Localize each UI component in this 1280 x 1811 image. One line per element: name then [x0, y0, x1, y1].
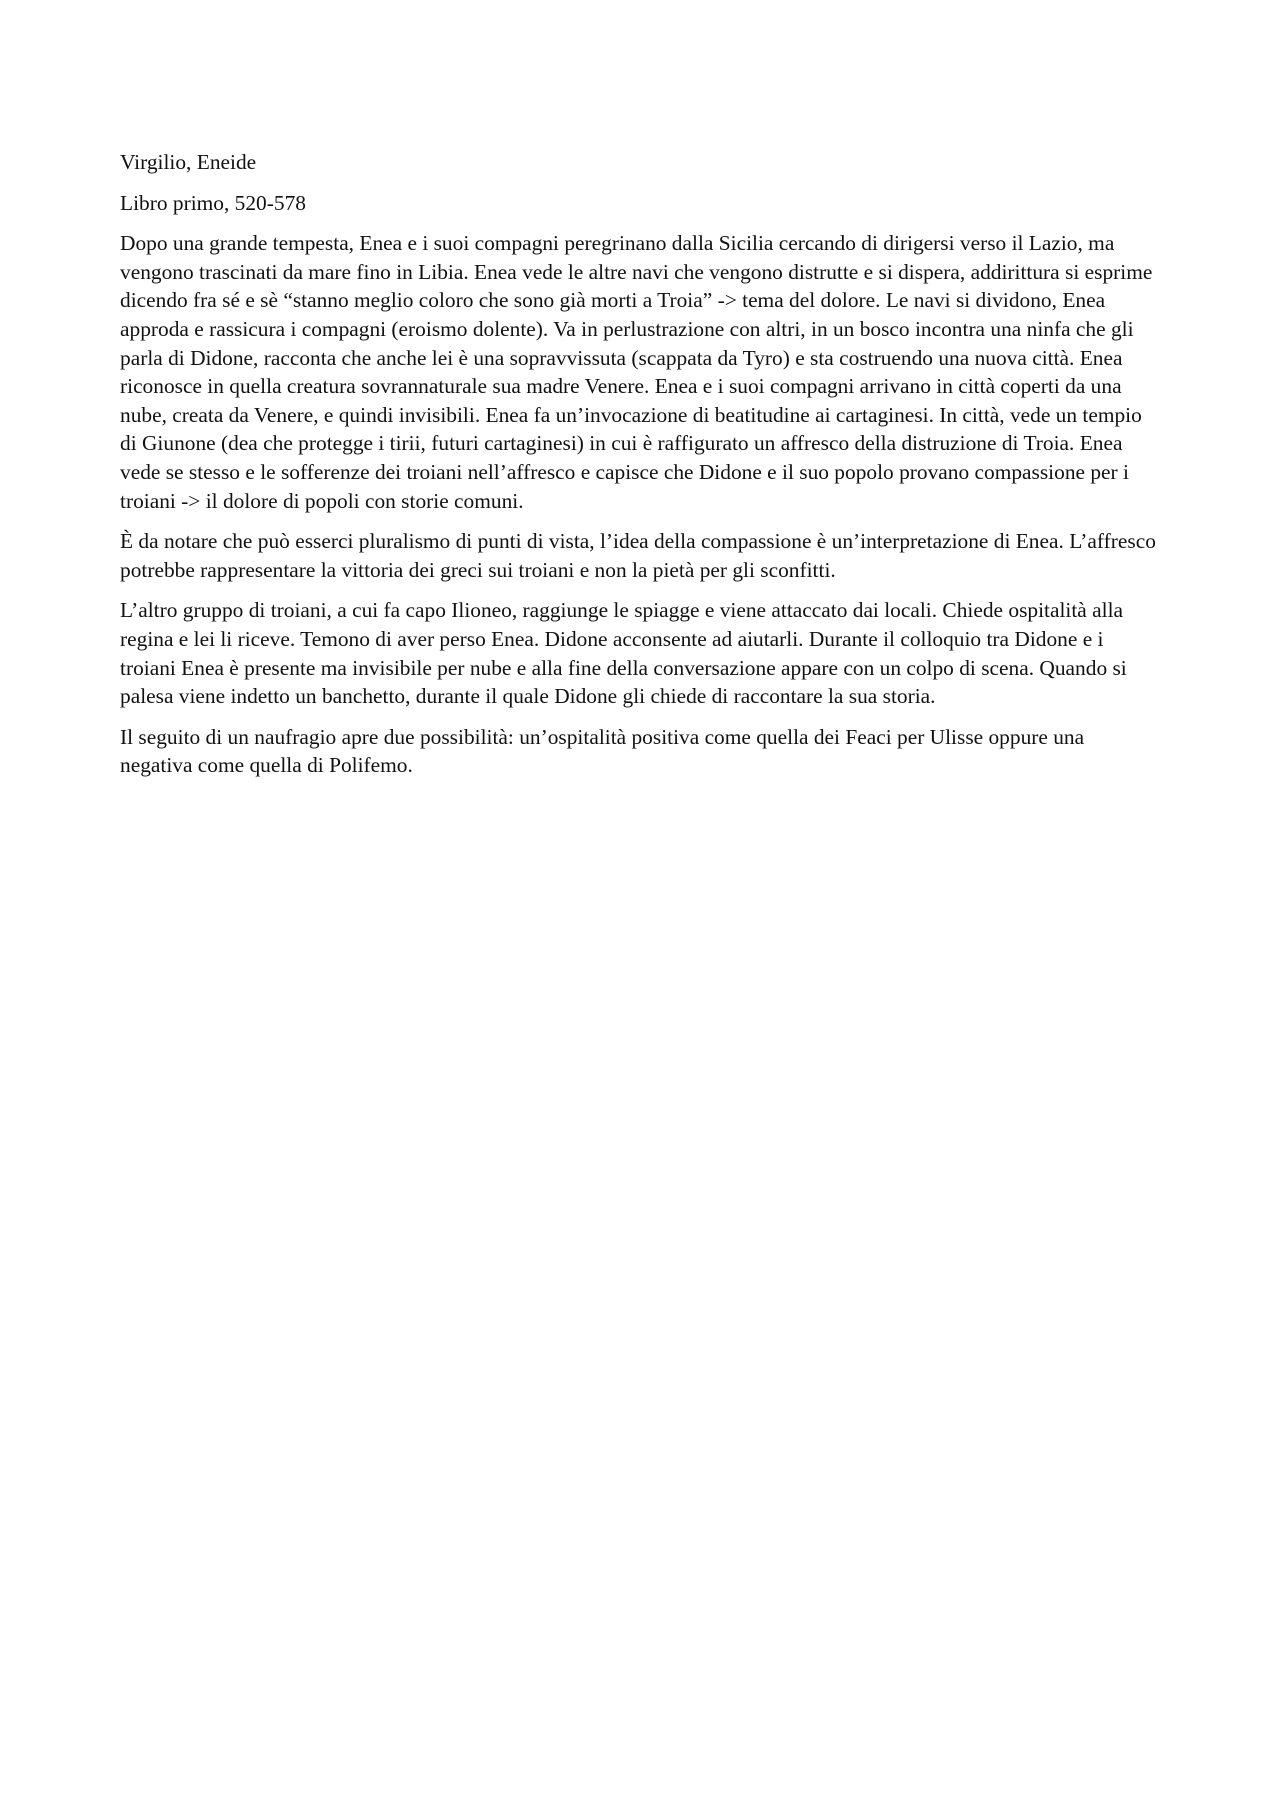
paragraph-ilioneo: L’altro gruppo di troiani, a cui fa capo Ilioneo, raggiunge le spiagge e viene attaccato dai locali. Chiede ospitalità alla regina e lei li riceve. Temono di aver perso Enea. Didone acconsente ad aiutarli. Durante il colloquio tra Didone e i troiani Enea è presente ma invisibile per nube e alla fine della conversazione appare con un colpo di scena. Quando si palesa viene indetto un banchetto, durante il quale Didone gli chiede di raccontare la sua storia. — [120, 598, 1127, 709]
paragraph-summary: Dopo una grande tempesta, Enea e i suoi compagni peregrinano dalla Sicilia cercando di dirigersi verso il Lazio, ma vengono trascinati da mare fino in Libia. Enea vede le altre navi che vengono distrutte e si dispera, addirittura si esprime dicendo fra sé e sè “stanno meglio coloro che sono già morti a Troia” -> tema del dolore. Le navi si dividono, Enea approda e rassicura i compagni (eroismo dolente). Va in perlustrazione con altri, in un bosco incontra una ninfa che gli parla di Didone, racconta che anche lei è una sopravvissuta (scappata da Tyro) e sta costruendo una nuova città. Enea riconosce in quella creatura sovrannaturale sua madre Venere. Enea e i suoi compagni arrivano in città coperti da una nube, creata da Venere, e quindi invisibili. Enea fa un’invocazione di beatitudine ai cartaginesi. In città, vede un tempio di Giunone (dea che protegge i tirii, futuri cartaginesi) in cui è raffigurato un affresco della distruzione di Troia. Enea vede se stesso e le sofferenze dei troiani nell’affresco e capisce che Didone e il suo popolo provano compassione per i troiani -> il dolore di popoli con storie comuni. — [120, 231, 1153, 513]
document-title: Virgilio, Eneide — [120, 150, 257, 174]
paragraph-conclusion: Il seguito di un naufragio apre due possibilità: un’ospitalità positiva come quella dei Feaci per Ulisse oppure una negativa come quella di Polifemo. — [120, 724, 1085, 778]
document-subtitle: Libro primo, 520-578 — [120, 190, 306, 215]
paragraph-perspective: È da notare che può esserci pluralismo di punti di vista, l’idea della compassione è un’interpretazione di Enea. L’affresco potrebbe rappresentare la vittoria dei greci sui troiani e non la pietà per gli sconfitti. — [120, 529, 1156, 582]
document-body — [120, 148, 1160, 792]
